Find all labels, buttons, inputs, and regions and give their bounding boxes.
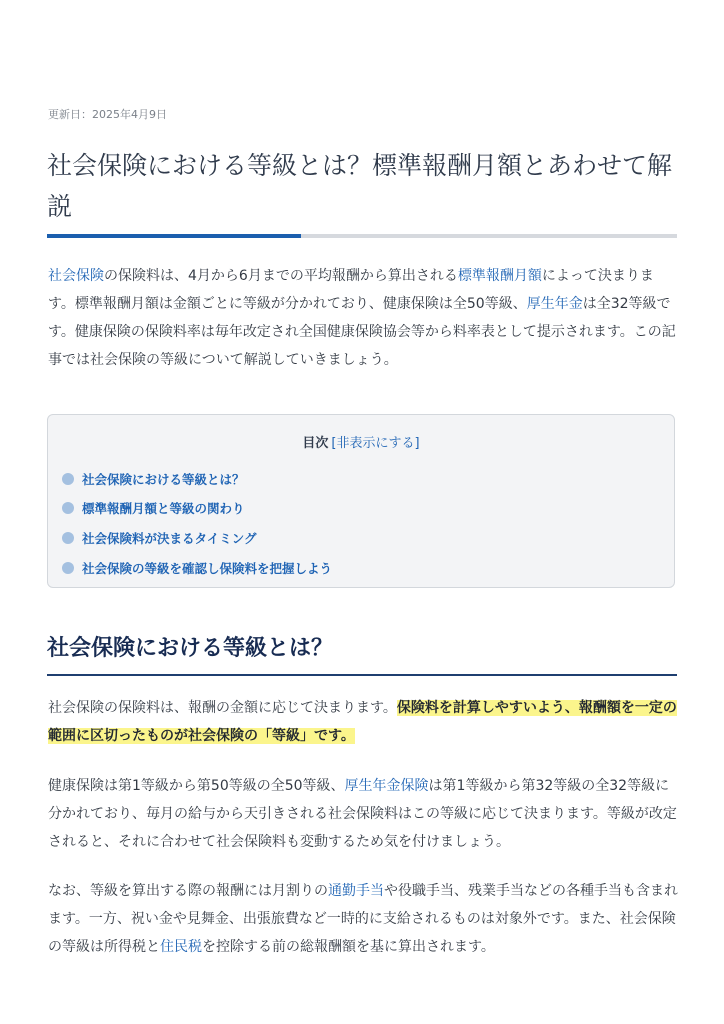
- bullet-dot-icon: [62, 532, 74, 544]
- section-heading: 社会保険における等級とは？: [47, 636, 334, 661]
- toc-link[interactable]: 社会保険料が決まるタイミング: [82, 531, 257, 546]
- intro-text-2: によって決まります。標準報酬月額は金額ごとに等級が分かれており、健康保険は全50等級、: [48, 268, 654, 312]
- link-shakai-hoken[interactable]: 社会保険: [48, 268, 104, 284]
- link-hyojun-hoshu-getsugaku[interactable]: 標準報酬月額: [457, 268, 542, 284]
- highlighted-text: 保険料を計算しやすいよう、報酬額を一定の範囲に区切ったものが社会保険の「等級」です。: [48, 700, 677, 744]
- intro-paragraph: [48, 262, 680, 374]
- title-underline-accent: [47, 234, 301, 238]
- paragraph-text: を控除する前の総報酬額を基に算出されます。: [202, 939, 495, 955]
- section-paragraph: [48, 877, 680, 961]
- section-paragraph: [48, 694, 680, 750]
- paragraph-text: は第1等級から第32等級の全32等級に分かれており、毎月の給与から天引きされる社会保険料はこの等級に応じて決まります。等級が改定されると、それに合わせて社会保険料も変動するため気を付けましょう。: [48, 778, 677, 850]
- toc-link[interactable]: 標準報酬月額と等級の関わり: [82, 501, 245, 516]
- toc-title: 目次: [302, 436, 329, 451]
- bullet-dot-icon: [62, 502, 74, 514]
- toc-item[interactable]: [62, 558, 332, 578]
- intro-text-3: は全32等級です。健康保険の保険料率は毎年改定され全国健康保険協会等から料率表として提示されます。この記事では社会保険の等級について解説していきましょう。: [48, 296, 676, 368]
- toc-hide-toggle[interactable]: [非表示にする]: [331, 436, 420, 451]
- bullet-dot-icon: [62, 562, 74, 574]
- link-kosei-nenkin-hoken[interactable]: 厚生年金保険: [344, 778, 429, 794]
- toc-header: [48, 432, 674, 451]
- bullet-dot-icon: [62, 473, 74, 485]
- toc-item[interactable]: [62, 498, 245, 518]
- updated-date: 更新日：2025年4月9日: [48, 108, 167, 121]
- intro-text-1: の保険料は、4月から6月までの平均報酬から算出される: [104, 268, 458, 284]
- toc-item[interactable]: [62, 528, 257, 548]
- toc-link[interactable]: 社会保険の等級を確認し保険料を把握しよう: [82, 561, 333, 576]
- title-underline: [47, 234, 677, 238]
- table-of-contents: [47, 414, 675, 588]
- paragraph-text: なお、等級を算出する際の報酬には月割りの: [48, 883, 328, 899]
- section-paragraph: [48, 772, 680, 856]
- paragraph-text: 社会保険の保険料は、報酬の金額に応じて決まります。: [48, 700, 397, 716]
- paragraph-text: や役職手当、残業手当などの各種手当も含まれます。一方、祝い金や見舞金、出張旅費など一時的に支給されるものは対象外です。また、社会保険の等級は所得税と: [48, 883, 678, 955]
- page-title: 社会保険における等級とは？標準報酬月額とあわせて解説: [47, 151, 673, 221]
- link-tsukin-teate[interactable]: 通勤手当: [328, 883, 384, 899]
- link-kosei-nenkin[interactable]: 厚生年金: [526, 296, 583, 312]
- section-heading-rule: [47, 674, 677, 676]
- link-juminzei[interactable]: 住民税: [160, 939, 202, 955]
- toc-item[interactable]: [62, 469, 245, 489]
- paragraph-text: 健康保険は第1等級から第50等級の全50等級、: [48, 778, 345, 794]
- toc-link[interactable]: 社会保険における等級とは？: [82, 472, 245, 487]
